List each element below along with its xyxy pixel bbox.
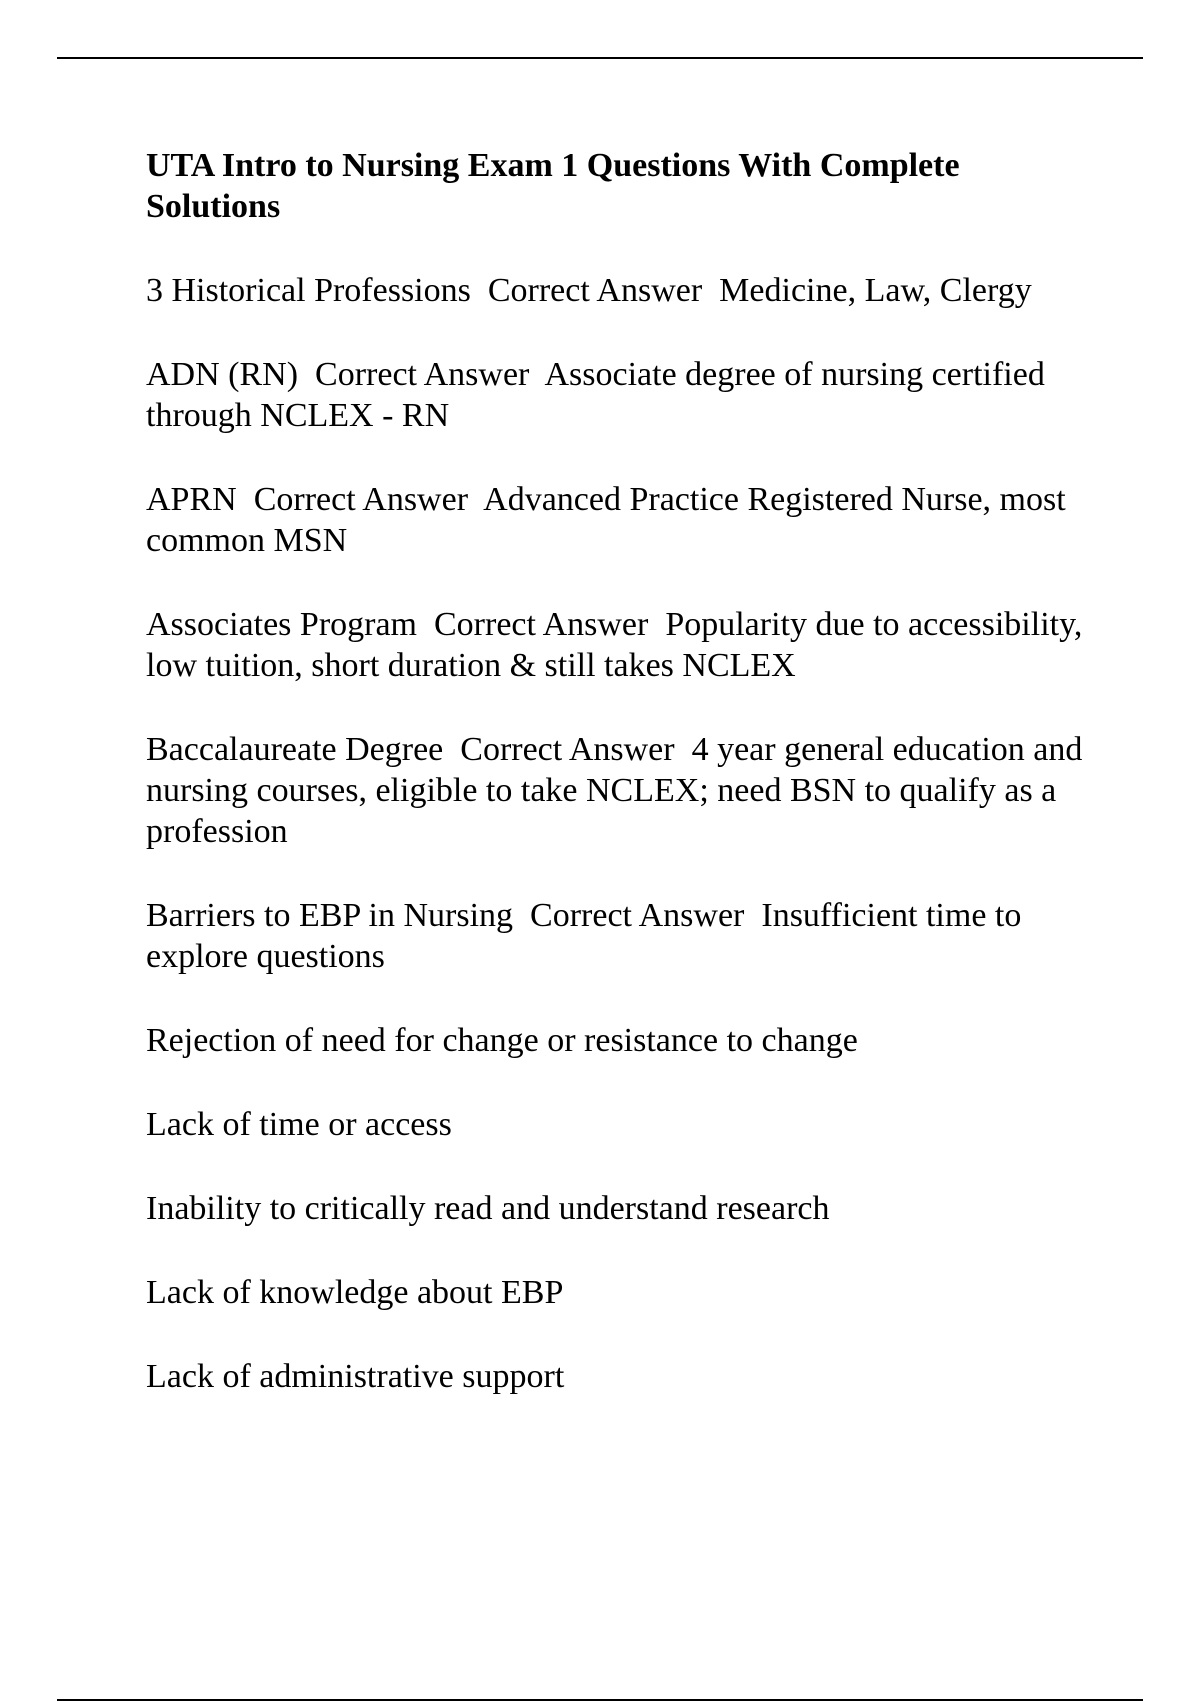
paragraph-associates-program: Associates Program Correct Answer Popularity due to accessibility, low tuition, short duration & still takes NCLEX — [146, 606, 1091, 684]
paragraph-lack-of-time: Lack of time or access — [146, 1106, 452, 1143]
paragraph-adn: ADN (RN) Correct Answer Associate degree of nursing certified through NCLEX - RN — [146, 356, 1054, 434]
paragraph-inability-to-read: Inability to critically read and understand research — [146, 1190, 830, 1227]
paragraph-baccalaureate-degree: Baccalaureate Degree Correct Answer 4 year general education and nursing courses, eligible to take NCLEX; need BSN to qualify as a profession — [146, 731, 1091, 850]
paragraph-aprn: APRN Correct Answer Advanced Practice Registered Nurse, most common MSN — [146, 481, 1075, 559]
paragraph-rejection-of-change: Rejection of need for change or resistance to change — [146, 1022, 858, 1059]
paragraph-lack-of-support: Lack of administrative support — [146, 1358, 565, 1395]
document-body — [146, 145, 1096, 1440]
paragraph-lack-of-knowledge: Lack of knowledge about EBP — [146, 1274, 564, 1311]
paragraph-barriers-ebp: Barriers to EBP in Nursing Correct Answer Insufficient time to explore questions — [146, 897, 1030, 975]
header-rule — [57, 57, 1143, 59]
document-title: UTA Intro to Nursing Exam 1 Questions With Complete Solutions — [146, 147, 960, 225]
paragraph-historical-professions: 3 Historical Professions Correct Answer Medicine, Law, Clergy — [146, 272, 1032, 309]
